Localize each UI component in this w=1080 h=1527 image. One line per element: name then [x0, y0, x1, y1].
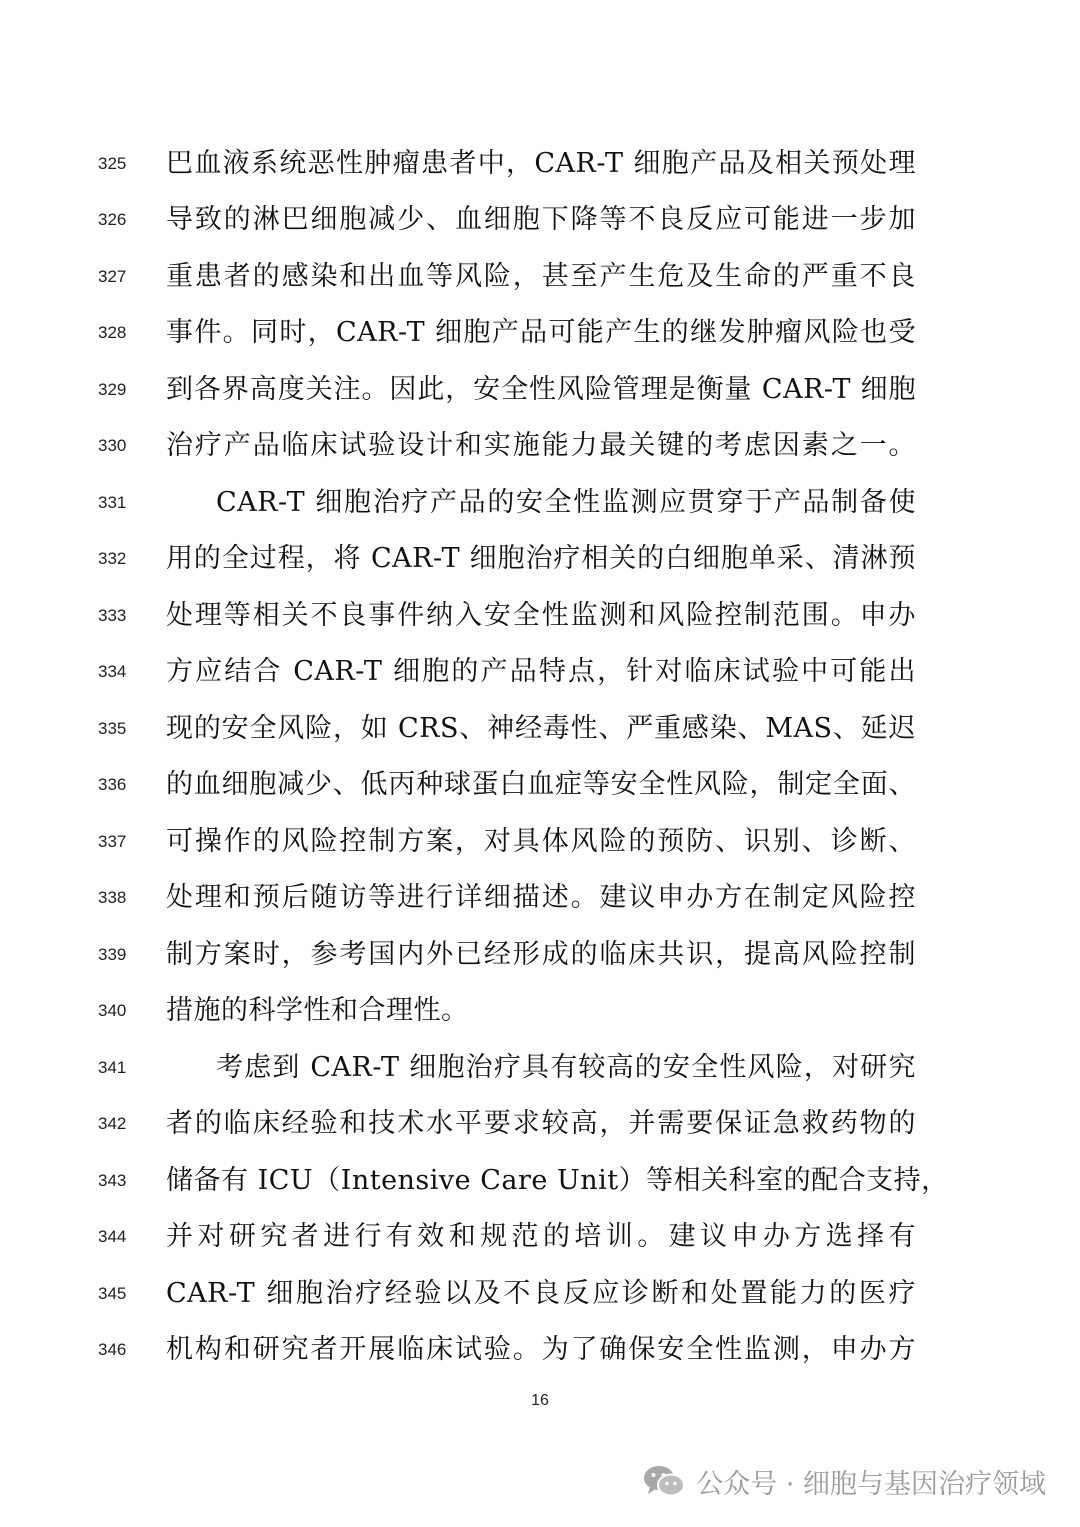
line-text: 者的临床经验和技术水平要求较高，并需要保证急救药物的: [166, 1108, 916, 1139]
document-line: [0, 757, 1080, 813]
line-number: 339: [98, 945, 127, 964]
line-text: 现的安全风险，如 CRS、神经毒性、严重感染、MAS、延迟: [166, 713, 916, 744]
line-text: 处理等相关不良事件纳入安全性监测和风险控制范围。申办: [166, 600, 916, 631]
line-number: 334: [98, 662, 127, 681]
document-line: [0, 588, 1080, 644]
line-number: 328: [98, 323, 127, 342]
page-number: 16: [531, 1392, 549, 1409]
line-number: 327: [98, 267, 127, 286]
wechat-icon: [642, 1463, 686, 1499]
line-number: 340: [98, 1001, 127, 1020]
document-line: [0, 305, 1080, 361]
line-number: 332: [98, 549, 127, 568]
line-number: 336: [98, 775, 127, 794]
line-text: 储备有 ICU（Intensive Care Unit）等相关科室的配合支持，: [166, 1165, 949, 1196]
document-line: [0, 1322, 1080, 1378]
line-text: 用的全过程，将 CAR-T 细胞治疗相关的白细胞单采、清淋预: [166, 543, 916, 574]
line-text: 制方案时，参考国内外已经形成的临床共识，提高风险控制: [166, 939, 916, 970]
line-text: 到各界高度关注。因此，安全性风险管理是衡量 CAR-T 细胞: [166, 374, 916, 405]
line-number: 345: [98, 1284, 127, 1303]
line-number: 331: [98, 493, 127, 512]
document-line: [0, 1266, 1080, 1322]
document-line: [0, 927, 1080, 983]
line-number: 338: [98, 888, 127, 907]
line-text: CAR-T 细胞治疗产品的安全性监测应贯穿于产品制备使: [216, 487, 916, 518]
line-number: 330: [98, 436, 127, 455]
watermark: [642, 1456, 1046, 1506]
document-line: [0, 1040, 1080, 1096]
document-line: [0, 1209, 1080, 1265]
document-line: [0, 362, 1080, 418]
line-number: 326: [98, 210, 127, 229]
line-number: 335: [98, 719, 127, 738]
line-text: 导致的淋巴细胞减少、血细胞下降等不良反应可能进一步加: [166, 204, 916, 235]
line-number: 337: [98, 832, 127, 851]
line-text: 事件。同时，CAR-T 细胞产品可能产生的继发肿瘤风险也受: [166, 317, 916, 348]
document-line: [0, 136, 1080, 192]
line-number: 342: [98, 1114, 127, 1133]
line-number: 344: [98, 1227, 127, 1246]
line-text: 可操作的风险控制方案，对具体风险的预防、识别、诊断、: [166, 826, 916, 857]
document-line: [0, 249, 1080, 305]
line-text: 重患者的感染和出血等风险，甚至产生危及生命的严重不良: [166, 261, 916, 292]
document-line: [0, 1153, 1080, 1209]
document-line: [0, 983, 1080, 1039]
document-line: [0, 475, 1080, 531]
document-line: [0, 701, 1080, 757]
line-text: 巴血液系统恶性肿瘤患者中，CAR-T 细胞产品及相关预处理: [166, 148, 916, 179]
document-line: [0, 418, 1080, 474]
document-line: [0, 814, 1080, 870]
document-line: [0, 870, 1080, 926]
line-number: 329: [98, 380, 127, 399]
document-line: [0, 1096, 1080, 1152]
line-text: 方应结合 CAR-T 细胞的产品特点，针对临床试验中可能出: [166, 656, 916, 687]
line-number: 333: [98, 606, 127, 625]
document-line: [0, 192, 1080, 248]
line-text: 措施的科学性和合理性。: [166, 995, 469, 1026]
line-text: 治疗产品临床试验设计和实施能力最关键的考虑因素之一。: [166, 430, 916, 461]
line-number: 325: [98, 154, 127, 173]
watermark-text: 公众号 · 细胞与基因治疗领域: [696, 1468, 1046, 1500]
document-line: [0, 644, 1080, 700]
line-text: 的血细胞减少、低丙种球蛋白血症等安全性风险，制定全面、: [166, 769, 916, 800]
document-line: [0, 531, 1080, 587]
line-text: CAR-T 细胞治疗经验以及不良反应诊断和处置能力的医疗: [166, 1278, 916, 1309]
line-text: 并对研究者进行有效和规范的培训。建议申办方选择有: [166, 1221, 916, 1252]
line-number: 341: [98, 1058, 127, 1077]
line-text: 处理和预后随访等进行详细描述。建议申办方在制定风险控: [166, 882, 916, 913]
line-number: 343: [98, 1171, 127, 1190]
line-text: 机构和研究者开展临床试验。为了确保安全性监测，申办方: [166, 1334, 916, 1365]
line-number: 346: [98, 1340, 127, 1359]
line-text: 考虑到 CAR-T 细胞治疗具有较高的安全性风险，对研究: [216, 1052, 916, 1083]
